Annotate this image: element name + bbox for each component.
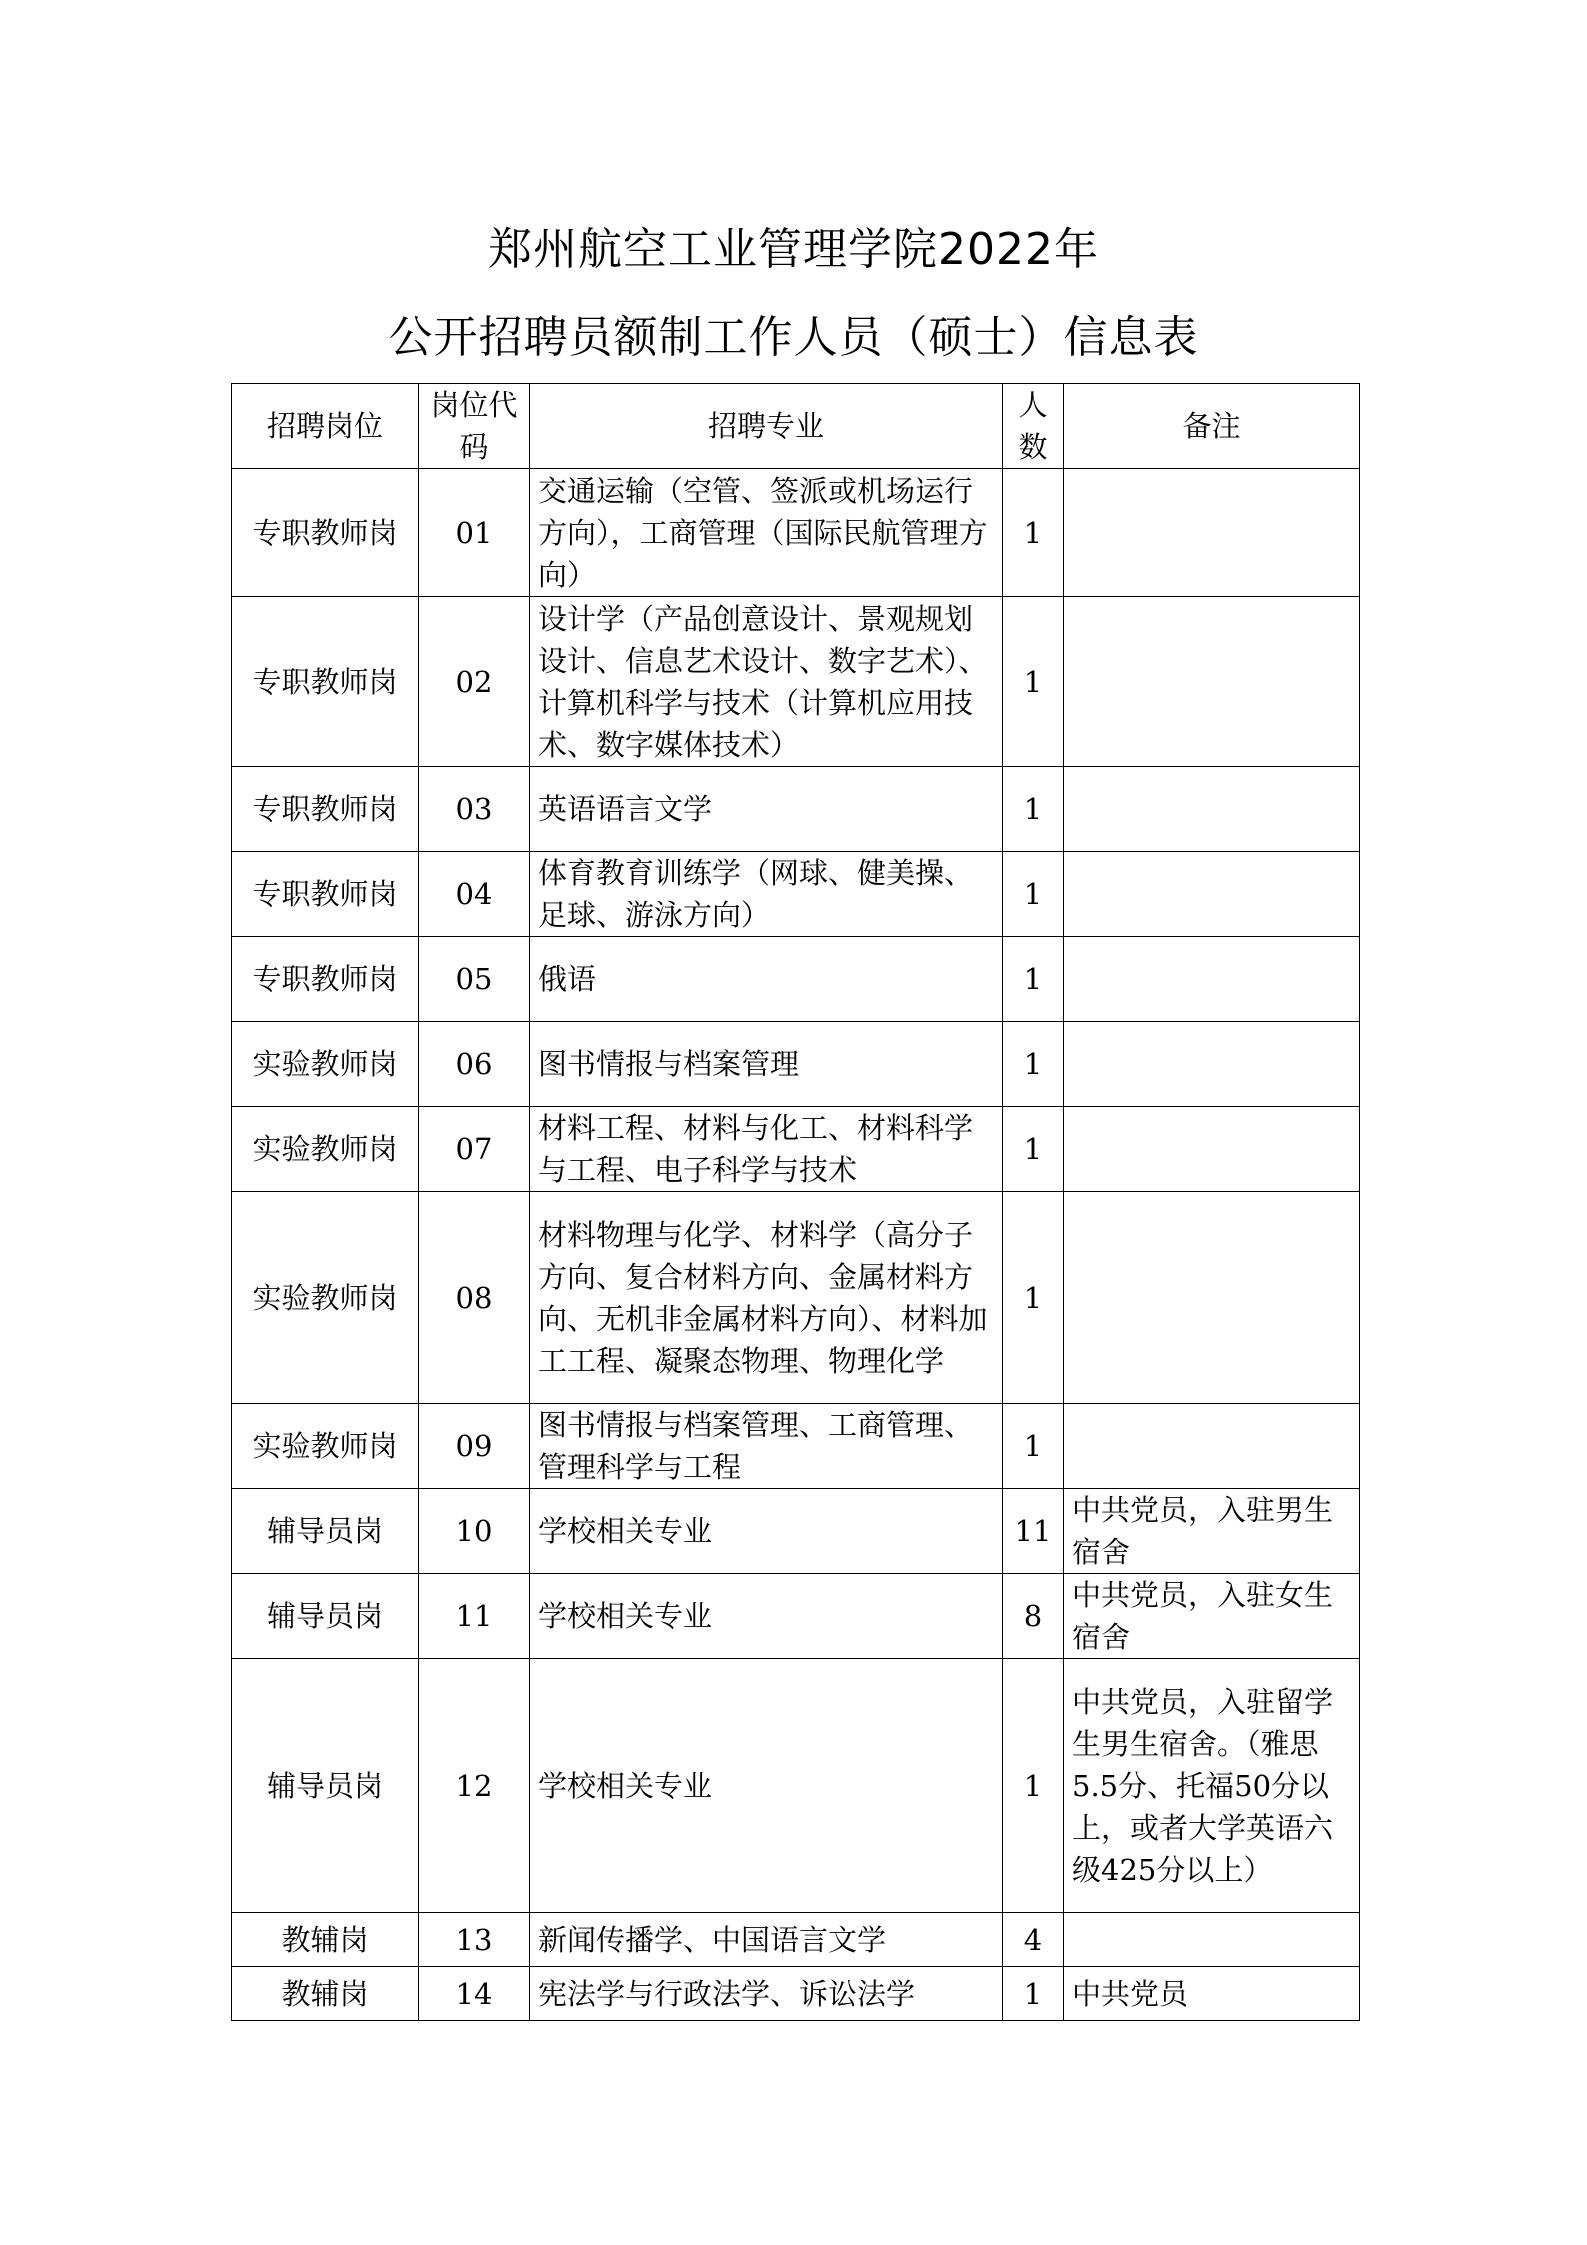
cell-major: 学校相关专业 — [530, 1574, 1003, 1659]
cell-note: 中共党员 — [1064, 1967, 1360, 2021]
cell-position: 专职教师岗 — [232, 852, 419, 937]
recruitment-info-table — [231, 383, 1360, 2021]
cell-major: 宪法学与行政法学、诉讼法学 — [530, 1967, 1003, 2021]
cell-code: 01 — [419, 469, 530, 597]
cell-note: 中共党员，入驻女生宿舍 — [1064, 1574, 1360, 1659]
cell-position: 实验教师岗 — [232, 1022, 419, 1107]
cell-count: 1 — [1003, 1022, 1064, 1107]
table-row — [232, 1913, 1360, 1967]
cell-code: 13 — [419, 1913, 530, 1967]
cell-major: 体育教育训练学（网球、健美操、足球、游泳方向） — [530, 852, 1003, 937]
cell-position: 教辅岗 — [232, 1913, 419, 1967]
cell-code: 05 — [419, 937, 530, 1022]
table-row — [232, 1404, 1360, 1489]
cell-major: 新闻传播学、中国语言文学 — [530, 1913, 1003, 1967]
cell-count: 1 — [1003, 469, 1064, 597]
table-row — [232, 469, 1360, 597]
cell-note — [1064, 767, 1360, 852]
cell-note — [1064, 1913, 1360, 1967]
cell-count: 1 — [1003, 852, 1064, 937]
cell-position: 实验教师岗 — [232, 1404, 419, 1489]
cell-position: 辅导员岗 — [232, 1574, 419, 1659]
cell-note — [1064, 469, 1360, 597]
cell-code: 09 — [419, 1404, 530, 1489]
cell-note — [1064, 1107, 1360, 1192]
cell-position: 专职教师岗 — [232, 937, 419, 1022]
cell-major: 设计学（产品创意设计、景观规划设计、信息艺术设计、数字艺术）、计算机科学与技术（计算机应用技术、数字媒体技术） — [530, 597, 1003, 767]
cell-position: 辅导员岗 — [232, 1489, 419, 1574]
cell-count: 8 — [1003, 1574, 1064, 1659]
cell-code: 08 — [419, 1192, 530, 1404]
header-code: 岗位代码 — [419, 384, 530, 469]
table-row — [232, 767, 1360, 852]
cell-code: 11 — [419, 1574, 530, 1659]
header-position: 招聘岗位 — [232, 384, 419, 469]
cell-note — [1064, 937, 1360, 1022]
cell-major: 材料工程、材料与化工、材料科学与工程、电子科学与技术 — [530, 1107, 1003, 1192]
cell-code: 07 — [419, 1107, 530, 1192]
cell-note — [1064, 852, 1360, 937]
cell-major: 学校相关专业 — [530, 1659, 1003, 1913]
cell-code: 14 — [419, 1967, 530, 2021]
cell-major: 图书情报与档案管理 — [530, 1022, 1003, 1107]
table-row — [232, 852, 1360, 937]
table-row — [232, 1659, 1360, 1913]
header-major: 招聘专业 — [530, 384, 1003, 469]
header-row — [232, 384, 1360, 469]
cell-major: 交通运输（空管、签派或机场运行方向），工商管理（国际民航管理方向） — [530, 469, 1003, 597]
table-row — [232, 1967, 1360, 2021]
cell-count: 1 — [1003, 767, 1064, 852]
cell-count: 11 — [1003, 1489, 1064, 1574]
header-count: 人数 — [1003, 384, 1064, 469]
cell-code: 02 — [419, 597, 530, 767]
cell-major: 学校相关专业 — [530, 1489, 1003, 1574]
cell-position: 教辅岗 — [232, 1967, 419, 2021]
cell-note — [1064, 1404, 1360, 1489]
table-row — [232, 1574, 1360, 1659]
cell-note — [1064, 1022, 1360, 1107]
cell-position: 专职教师岗 — [232, 767, 419, 852]
cell-count: 1 — [1003, 597, 1064, 767]
table-row — [232, 1022, 1360, 1107]
cell-code: 06 — [419, 1022, 530, 1107]
cell-count: 1 — [1003, 1192, 1064, 1404]
cell-note — [1064, 1192, 1360, 1404]
table-row — [232, 937, 1360, 1022]
cell-count: 1 — [1003, 937, 1064, 1022]
table-row — [232, 1489, 1360, 1574]
cell-position: 专职教师岗 — [232, 469, 419, 597]
table-row — [232, 1192, 1360, 1404]
table-body — [232, 469, 1360, 2021]
table-row — [232, 1107, 1360, 1192]
cell-major: 俄语 — [530, 937, 1003, 1022]
cell-count: 1 — [1003, 1107, 1064, 1192]
cell-note: 中共党员，入驻男生宿舍 — [1064, 1489, 1360, 1574]
cell-note — [1064, 597, 1360, 767]
cell-note: 中共党员，入驻留学生男生宿舍。（雅思5.5分、托福50分以上，或者大学英语六级425分以上） — [1064, 1659, 1360, 1913]
cell-position: 辅导员岗 — [232, 1659, 419, 1913]
cell-code: 04 — [419, 852, 530, 937]
cell-position: 实验教师岗 — [232, 1107, 419, 1192]
cell-code: 12 — [419, 1659, 530, 1913]
cell-code: 03 — [419, 767, 530, 852]
document-title-line2: 公开招聘员额制工作人员（硕士）信息表 — [388, 312, 1199, 363]
cell-major: 图书情报与档案管理、工商管理、管理科学与工程 — [530, 1404, 1003, 1489]
cell-position: 实验教师岗 — [232, 1192, 419, 1404]
header-note: 备注 — [1064, 384, 1360, 469]
cell-code: 10 — [419, 1489, 530, 1574]
cell-count: 1 — [1003, 1404, 1064, 1489]
cell-count: 1 — [1003, 1659, 1064, 1913]
document-title-line1: 郑州航空工业管理学院2022年 — [488, 224, 1099, 275]
cell-count: 1 — [1003, 1967, 1064, 2021]
table-row — [232, 597, 1360, 767]
cell-major: 英语语言文学 — [530, 767, 1003, 852]
cell-position: 专职教师岗 — [232, 597, 419, 767]
cell-count: 4 — [1003, 1913, 1064, 1967]
cell-major: 材料物理与化学、材料学（高分子方向、复合材料方向、金属材料方向、无机非金属材料方向）、材料加工工程、凝聚态物理、物理化学 — [530, 1192, 1003, 1404]
